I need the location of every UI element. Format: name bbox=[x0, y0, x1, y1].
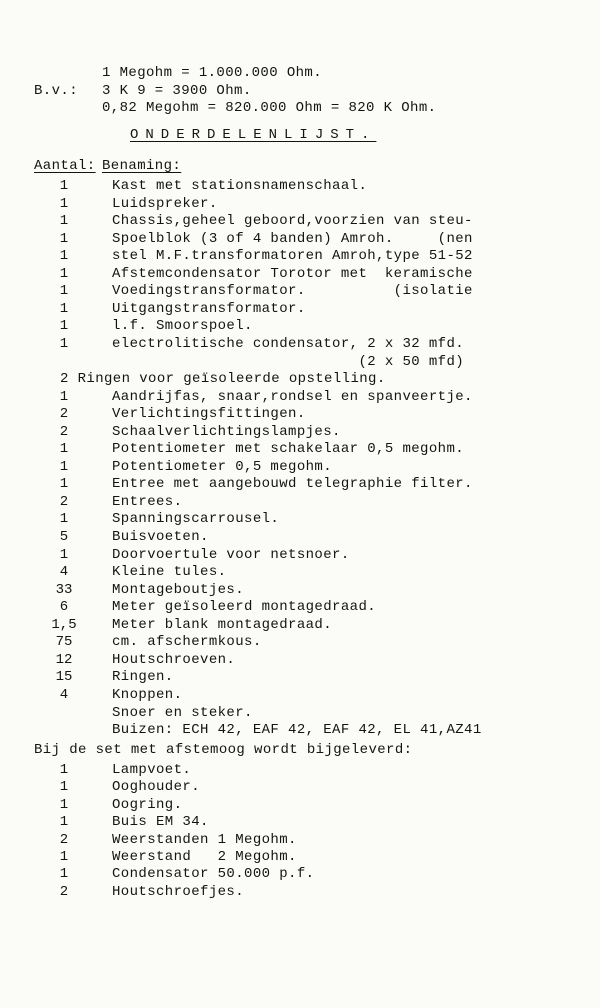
item-name: Kleine tules. bbox=[112, 564, 227, 581]
item-quantity: 1 bbox=[59, 265, 69, 282]
item-quantity: 75 bbox=[55, 634, 73, 651]
item-quantity: 1,5 bbox=[51, 616, 77, 633]
item-name: Potentiometer 0,5 megohm. bbox=[112, 458, 333, 475]
item-quantity: 2 bbox=[59, 831, 69, 848]
item-quantity: 6 bbox=[59, 599, 69, 616]
item-name: Spanningscarrousel. bbox=[112, 511, 280, 528]
item-name: cm. afschermkous. bbox=[112, 634, 262, 651]
item-name: l.f. Smoorspoel. bbox=[112, 318, 253, 335]
item-name: (2 x 50 mfd) bbox=[112, 353, 465, 370]
page-title: ONDERDELENLIJST. bbox=[130, 127, 377, 143]
item-quantity: 1 bbox=[59, 195, 69, 212]
item-name: Weerstand 2 Megohm. bbox=[112, 849, 297, 865]
item-quantity: 4 bbox=[59, 686, 69, 703]
item-name: Spoelblok (3 of 4 banden) Amroh. (nen bbox=[112, 230, 473, 247]
item-quantity: 4 bbox=[59, 564, 69, 581]
item-quantity: 1 bbox=[59, 762, 69, 778]
item-quantity: 1 bbox=[59, 248, 69, 265]
item-name: Snoer en steker. bbox=[112, 704, 253, 721]
list-item: 2 Ringen voor geïsoleerde opstelling. bbox=[60, 371, 386, 388]
item-name: Buis EM 34. bbox=[112, 814, 209, 831]
item-quantity: 1 bbox=[59, 388, 69, 405]
item-name: Lampvoet. bbox=[112, 762, 192, 778]
item-quantity: 5 bbox=[59, 529, 69, 545]
item-name: Entrees. bbox=[112, 493, 183, 510]
item-name: Chassis,geheel geboord,voorzien van steu- bbox=[112, 213, 473, 230]
item-quantity: 12 bbox=[55, 651, 73, 668]
item-quantity: 2 bbox=[59, 493, 69, 510]
item-name: Meter blank montagedraad. bbox=[112, 616, 333, 633]
item-quantity: 15 bbox=[55, 669, 73, 686]
item-name: Buisvoeten. bbox=[112, 529, 209, 545]
item-name: Houtschroeven. bbox=[112, 651, 236, 668]
item-quantity: 1 bbox=[59, 283, 69, 300]
item-name: Luidspreker. bbox=[112, 195, 218, 212]
item-name: Montageboutjes. bbox=[112, 581, 245, 598]
conversion-line-2: 3 K 9 = 3900 Ohm. bbox=[102, 83, 252, 99]
item-name: electrolitische condensator, 2 x 32 mfd. bbox=[112, 335, 465, 352]
item-name: Knoppen. bbox=[112, 686, 183, 703]
item-name: Entree met aangebouwd telegraphie filter. bbox=[112, 476, 473, 493]
item-quantity: 1 bbox=[59, 230, 69, 247]
item-quantity: 1 bbox=[59, 458, 69, 475]
item-name: Doorvoertule voor netsnoer. bbox=[112, 546, 350, 563]
bv-label: B.v.: bbox=[34, 83, 79, 99]
item-quantity: 1 bbox=[59, 866, 69, 883]
item-name: Voedingstransformator. (isolatie bbox=[112, 283, 473, 300]
conversion-line-3: 0,82 Megohm = 820.000 Ohm = 820 K Ohm. bbox=[102, 100, 437, 116]
header-benaming: Benaming: bbox=[102, 158, 182, 174]
item-quantity: 1 bbox=[59, 300, 69, 317]
item-name: Houtschroefjes. bbox=[112, 883, 245, 900]
item-quantity: 2 bbox=[59, 406, 69, 423]
item-quantity: 2 bbox=[59, 883, 69, 900]
item-name: stel M.F.transformatoren Amroh,type 51-52 bbox=[112, 248, 473, 265]
item-name: Oogring. bbox=[112, 796, 183, 813]
item-name: Weerstanden 1 Megohm. bbox=[112, 831, 297, 848]
item-quantity: 1 bbox=[59, 814, 69, 831]
item-quantity: 1 bbox=[59, 546, 69, 563]
item-quantity: 1 bbox=[59, 335, 69, 352]
item-name: Uitgangstransformator. bbox=[112, 300, 306, 317]
item-name: Ringen. bbox=[112, 669, 174, 686]
item-name: Schaalverlichtingslampjes. bbox=[112, 423, 341, 440]
item-quantity: 1 bbox=[59, 318, 69, 335]
conversion-line-1: 1 Megohm = 1.000.000 Ohm. bbox=[102, 65, 323, 81]
item-quantity: 33 bbox=[55, 581, 73, 598]
item-quantity: 1 bbox=[59, 849, 69, 865]
item-name: Condensator 50.000 p.f. bbox=[112, 866, 315, 883]
item-name: Afstemcondensator Torotor met keramische bbox=[112, 265, 473, 282]
item-name: Ooghouder. bbox=[112, 779, 201, 796]
item-quantity: 1 bbox=[59, 213, 69, 230]
item-name: Buizen: ECH 42, EAF 42, EAF 42, EL 41,AZ41 bbox=[112, 722, 482, 739]
item-name: Potentiometer met schakelaar 0,5 megohm. bbox=[112, 441, 465, 458]
item-name: Aandrijfas, snaar,rondsel en spanveertje. bbox=[112, 388, 473, 405]
item-quantity: 1 bbox=[59, 178, 69, 194]
item-quantity: 1 bbox=[59, 511, 69, 528]
item-quantity: 1 bbox=[59, 796, 69, 813]
item-quantity: 2 bbox=[59, 423, 69, 440]
header-aantal: Aantal: bbox=[34, 158, 96, 174]
item-name: Kast met stationsnamenschaal. bbox=[112, 178, 368, 194]
item-quantity: 1 bbox=[59, 441, 69, 458]
item-quantity: 1 bbox=[59, 779, 69, 796]
item-name: Verlichtingsfittingen. bbox=[112, 406, 306, 423]
item-quantity: 1 bbox=[59, 476, 69, 493]
item-name: Meter geïsoleerd montagedraad. bbox=[112, 599, 377, 616]
section-heading-eye: Bij de set met afstemoog wordt bijgeleverd: bbox=[34, 742, 413, 758]
